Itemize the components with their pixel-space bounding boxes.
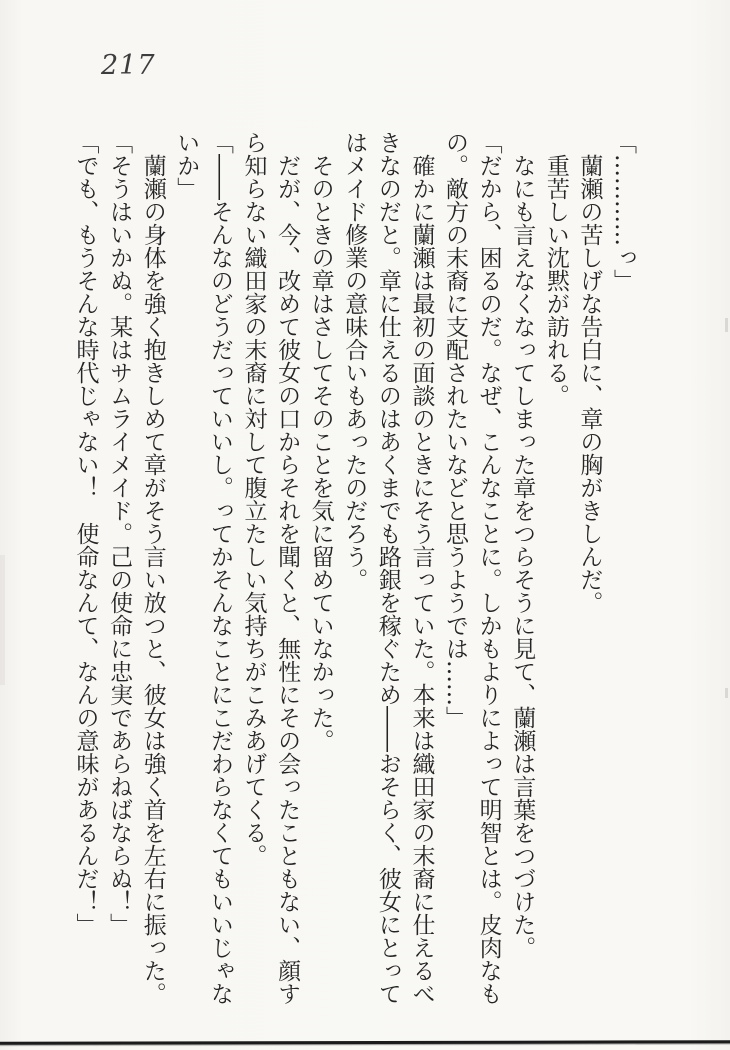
paragraph <box>538 131 572 1009</box>
text-block <box>68 131 639 1009</box>
text-line: ら知らない織田家の末裔に対して腹立たしい気持ちがこみあげてくる。 <box>240 131 267 867</box>
scan-artifact <box>0 555 5 685</box>
scan-artifact <box>725 688 728 698</box>
paragraph <box>169 131 236 1009</box>
text-line: なにも言えなくなってしまった章をつらそうに見て、蘭瀬は言葉をつづけた。 <box>509 154 536 959</box>
text-line: 蘭瀬の苦しげな告白に、章の胸がきしんだ。 <box>576 154 603 614</box>
text-line: 「――そんなのどうだっていいし。ってかそんなことにこだわらなくてもいいじゃな <box>206 131 233 1005</box>
paragraph <box>135 131 169 1009</box>
text-line: きなのだと。章に仕えるのはあくまでも路銀を稼ぐため――おそらく、彼女にとって <box>374 131 401 1005</box>
paragraph <box>236 131 303 1009</box>
text-line: 「だから、困るのだ。なぜ、こんなことに。しかもよりによって明智とは。皮肉なも <box>475 131 502 1005</box>
paragraph <box>605 131 639 1009</box>
paragraph <box>68 131 102 1009</box>
text-line: はメイド修業の意味合いもあったのだろう。 <box>341 131 368 591</box>
text-line: だが、今、改めて彼女の口からそれを聞くと、無性にその会ったこともない、顔す <box>274 154 301 1005</box>
page-number: 217 <box>101 50 156 81</box>
text-line: 確かに蘭瀬は最初の面談のときにそう言っていた。本来は織田家の末裔に仕えるべ <box>408 154 435 1005</box>
text-line: いか」 <box>173 131 200 200</box>
paragraph <box>337 131 438 1009</box>
paragraph <box>437 131 504 1009</box>
text-line: 重苦しい沈黙が訪れる。 <box>542 154 569 407</box>
text-line: 蘭瀬の身体を強く抱きしめて章がそう言い放つと、彼女は強く首を左右に振った。 <box>139 154 166 1005</box>
paragraph <box>303 131 337 1009</box>
text-line: 「でも、もうそんな時代じゃない！ 使命なんて、なんの意味があるんだ！」 <box>72 131 99 936</box>
text-line: そのときの章はさしてそのことを気に留めていなかった。 <box>307 154 334 752</box>
paragraph <box>102 131 136 1009</box>
text-line: 「そうはいかぬ。某はサムライメイド。己の使命に忠実であらねばならぬ！」 <box>106 131 133 936</box>
paragraph <box>572 131 606 1009</box>
scan-artifact <box>725 318 728 332</box>
paragraph <box>505 131 539 1009</box>
scan-edge-line <box>0 1040 730 1045</box>
text-line: の。敵方の末裔に支配されたいなどと思うようでは……」 <box>442 131 469 729</box>
text-line: 「…………っ」 <box>610 131 636 292</box>
